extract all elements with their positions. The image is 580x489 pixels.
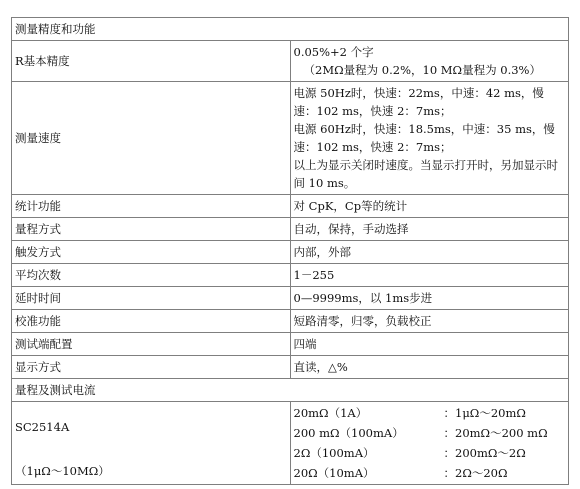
range-name: 2Ω（100mA） bbox=[293, 446, 375, 460]
row-value: 自动，保持，手动选择 bbox=[290, 218, 569, 241]
row-value: 直读，△% bbox=[290, 356, 569, 379]
row-value: 0—9999ms，以 1ms步进 bbox=[290, 287, 569, 310]
spec-row-statistics bbox=[12, 195, 569, 218]
range-span: ：200mΩ～2Ω bbox=[443, 446, 526, 460]
ranges-list bbox=[290, 402, 569, 485]
spec-row-terminal bbox=[12, 333, 569, 356]
section-title-ranges: 量程及测试电流 bbox=[12, 379, 569, 402]
spec-row-speed bbox=[12, 82, 569, 195]
row-value: 短路清零，归零，负载校正 bbox=[290, 310, 569, 333]
row-label: 测试端配置 bbox=[12, 333, 291, 356]
section-title-accuracy: 测量精度和功能 bbox=[12, 18, 569, 41]
row-label: 触发方式 bbox=[12, 241, 291, 264]
section-header-row bbox=[12, 379, 569, 402]
spec-row-range-mode bbox=[12, 218, 569, 241]
value-line: 以上为显示关闭时速度。当显示打开时，另加显示时间 10 ms。 bbox=[293, 158, 558, 190]
spec-row-delay bbox=[12, 287, 569, 310]
range-span: ：1μΩ～20mΩ bbox=[443, 406, 526, 420]
spec-table bbox=[11, 17, 569, 485]
row-label bbox=[12, 402, 291, 485]
row-label: 校准功能 bbox=[12, 310, 291, 333]
range-span: ：2Ω～20Ω bbox=[443, 466, 508, 480]
model-span: （1μΩ～10MΩ） bbox=[15, 464, 110, 478]
value-line: 电源 60Hz时，快速：18.5ms，中速：35 ms，慢速：102 ms，快速 2：7ms； bbox=[293, 122, 555, 154]
spec-row-average bbox=[12, 264, 569, 287]
range-name: 200 mΩ（100mA） bbox=[293, 426, 404, 440]
row-label: 统计功能 bbox=[12, 195, 291, 218]
value-line: （2MΩ量程为 0.2%，10 MΩ量程为 0.3%） bbox=[303, 63, 541, 77]
range-span: ：20mΩ～200 mΩ bbox=[443, 426, 548, 440]
value-line: 0.05%+2 个字 bbox=[293, 45, 374, 59]
spec-row-trigger bbox=[12, 241, 569, 264]
row-label: 量程方式 bbox=[12, 218, 291, 241]
row-label: 显示方式 bbox=[12, 356, 291, 379]
spec-row-calibration bbox=[12, 310, 569, 333]
row-value bbox=[290, 41, 569, 82]
section-header-row bbox=[12, 18, 569, 41]
row-value: 内部，外部 bbox=[290, 241, 569, 264]
model-name: SC2514A bbox=[15, 420, 70, 434]
spec-row-display bbox=[12, 356, 569, 379]
range-name: 20Ω（10mA） bbox=[293, 466, 375, 480]
range-name: 20mΩ（1A） bbox=[293, 406, 368, 420]
row-label: 平均次数 bbox=[12, 264, 291, 287]
spec-row-ranges bbox=[12, 402, 569, 485]
row-value: 1－255 bbox=[290, 264, 569, 287]
row-value bbox=[290, 82, 569, 195]
row-label: 延时时间 bbox=[12, 287, 291, 310]
row-value: 对 CpK，Cp等的统计 bbox=[290, 195, 569, 218]
row-label: R基本精度 bbox=[12, 41, 291, 82]
row-label: 测量速度 bbox=[12, 82, 291, 195]
spec-row-accuracy bbox=[12, 41, 569, 82]
row-value: 四端 bbox=[290, 333, 569, 356]
value-line: 电源 50Hz时，快速：22ms，中速：42 ms，慢速：102 ms，快速 2：7ms； bbox=[293, 86, 544, 118]
